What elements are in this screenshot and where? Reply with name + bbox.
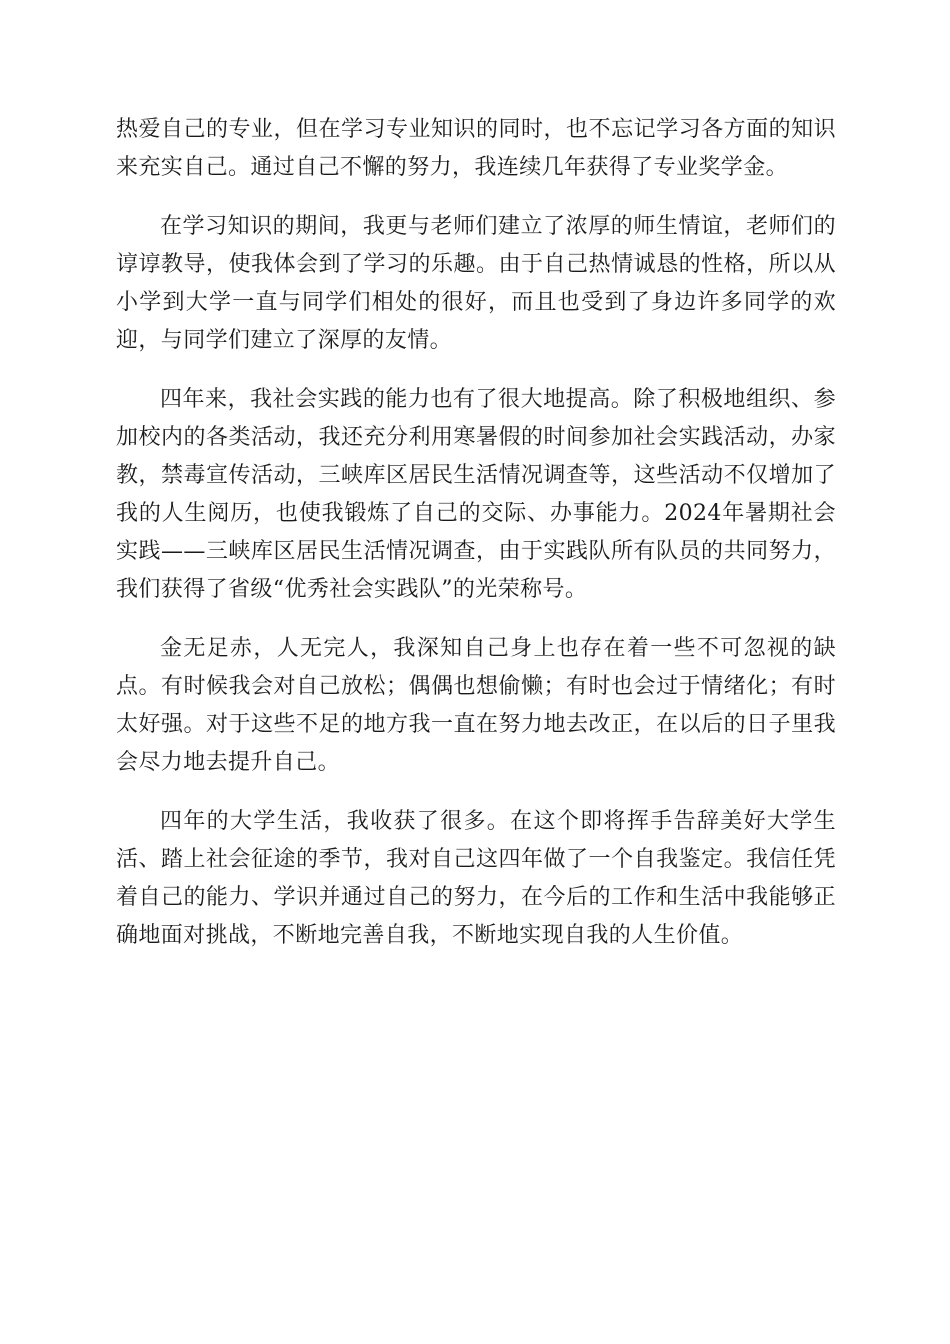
paragraph-1: 热爱自己的专业，但在学习专业知识的同时，也不忘记学习各方面的知识来充实自己。通过自己不懈的努力，我连续几年获得了专业奖学金。 <box>116 117 836 180</box>
paragraph-3: 四年来，我社会实践的能力也有了很大地提高。除了积极地组织、参加校内的各类活动，我还充分利用寒暑假的时间参加社会实践活动，办家教，禁毒宣传活动，三峡库区居民生活情况调查等，这些活动不仅增加了我的人生阅历，也使我锻炼了自己的交际、办事能力。2024年暑期社会实践——三峡库区居民生活情况调查，由于实践队所有队员的共同努力，我们获得了省级“优秀社会实践队”的光荣称号。 <box>116 387 836 602</box>
paragraph-2: 在学习知识的期间，我更与老师们建立了浓厚的师生情谊，老师们的谆谆教导，使我体会到了学习的乐趣。由于自己热情诚恳的性格，所以从小学到大学一直与同学们相处的很好，而且也受到了身边许多同学的欢迎，与同学们建立了深厚的友情。 <box>116 214 836 353</box>
paragraph-4: 金无足赤，人无完人，我深知自己身上也存在着一些不可忽视的缺点。有时候我会对自己放松；偶偶也想偷懒；有时也会过于情绪化；有时太好强。对于这些不足的地方我一直在努力地去改正，在以后的日子里我会尽力地去提升自己。 <box>116 636 836 775</box>
document-body <box>116 111 836 976</box>
paragraph-5: 四年的大学生活，我收获了很多。在这个即将挥手告辞美好大学生活、踏上社会征途的季节，我对自己这四年做了一个自我鉴定。我信任凭着自己的能力、学识并通过自己的努力，在今后的工作和生活中我能够正确地面对挑战，不断地完善自我，不断地实现自我的人生价值。 <box>116 809 836 948</box>
